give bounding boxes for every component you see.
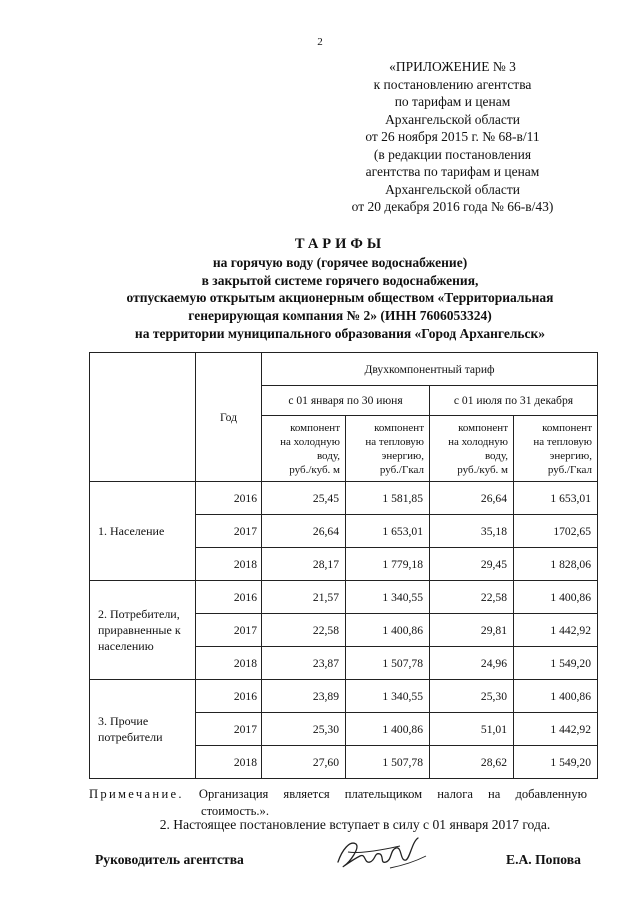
value-cell: 25,30 <box>430 680 514 713</box>
title-line: в закрытой системе горячего водоснабжения, <box>201 272 479 288</box>
year-cell: 2018 <box>196 746 262 779</box>
year-cell: 2018 <box>196 548 262 581</box>
period-header: с 01 января по 30 июня <box>262 386 430 416</box>
title-line: отпускаемую открытым акционерным обществом «Территориальная <box>126 290 554 306</box>
appendix-line: «ПРИЛОЖЕНИЕ № 3 <box>389 59 516 74</box>
table-row <box>90 581 598 614</box>
signature-image <box>330 832 430 880</box>
value-cell: 1 340,55 <box>346 581 430 614</box>
value-cell: 1 400,86 <box>514 680 598 713</box>
value-cell: 29,81 <box>430 614 514 647</box>
value-cell: 35,18 <box>430 515 514 548</box>
value-cell: 1 653,01 <box>514 482 598 515</box>
note-label: Примечание. <box>89 787 184 801</box>
value-cell: 51,01 <box>430 713 514 746</box>
tariff-table <box>89 352 598 779</box>
effective-date-paragraph: 2. Настоящее постановление вступает в силу с 01 января 2017 года. <box>159 817 551 832</box>
value-cell: 28,17 <box>262 548 346 581</box>
value-cell: 1 653,01 <box>346 515 430 548</box>
note-first-line <box>89 786 587 803</box>
appendix-line: от 20 декабря 2016 года № 66-в/43) <box>351 199 554 214</box>
group-label: 2. Потребители, приравненные к населению <box>90 581 196 680</box>
signer-name: Е.А. Попова <box>506 852 581 867</box>
appendix-line: Архангельской области <box>385 181 520 197</box>
year-header: Год <box>196 353 262 482</box>
value-cell: 1 549,20 <box>514 746 598 779</box>
signer-title: Руководитель агентства <box>95 852 244 867</box>
value-cell: 1 549,20 <box>514 647 598 680</box>
component-header: компонент на холодную воду, руб./куб. м <box>262 416 346 482</box>
value-cell: 1 779,18 <box>346 548 430 581</box>
title-line: на горячую воду (горячее водоснабжение) <box>212 254 468 270</box>
group-label: 3. Прочие потребители <box>90 680 196 779</box>
year-cell: 2017 <box>196 713 262 746</box>
table-row <box>90 482 598 515</box>
value-cell: 1 400,86 <box>346 614 430 647</box>
tariff-header: Двухкомпонентный тариф <box>262 353 598 386</box>
value-cell: 1 828,06 <box>514 548 598 581</box>
title-line: генерирующая компания № 2» (ИНН 7606053324) <box>188 308 492 324</box>
value-cell: 1 340,55 <box>346 680 430 713</box>
appendix-line: Архангельской области <box>385 111 520 127</box>
value-cell: 25,45 <box>262 482 346 515</box>
appendix-line: агентства по тарифам и ценам <box>365 164 540 179</box>
period-header: с 01 июля по 31 декабря <box>430 386 598 416</box>
note-continuation: стоимость.». <box>201 804 269 818</box>
value-cell: 22,58 <box>262 614 346 647</box>
value-cell: 23,87 <box>262 647 346 680</box>
value-cell: 1 581,85 <box>346 482 430 515</box>
value-cell: 21,57 <box>262 581 346 614</box>
value-cell: 1 400,86 <box>346 713 430 746</box>
appendix-header <box>330 58 575 216</box>
year-cell: 2016 <box>196 581 262 614</box>
value-cell: 1 442,92 <box>514 614 598 647</box>
year-cell: 2016 <box>196 680 262 713</box>
component-header: компонент на холодную воду, руб./куб. м <box>430 416 514 482</box>
year-cell: 2017 <box>196 515 262 548</box>
note-word: налога <box>437 787 473 801</box>
value-cell: 1 400,86 <box>514 581 598 614</box>
value-cell: 29,45 <box>430 548 514 581</box>
year-cell: 2018 <box>196 647 262 680</box>
value-cell: 1 507,78 <box>346 647 430 680</box>
component-header: компонент на тепловую энергию, руб./Гкал <box>346 416 430 482</box>
title-line: на территории муниципального образования «Город Архангельск» <box>134 325 546 341</box>
appendix-line: (в редакции постановления <box>373 146 532 162</box>
value-cell: 22,58 <box>430 581 514 614</box>
table-row <box>90 680 598 713</box>
group-label: 1. Население <box>90 482 196 581</box>
year-cell: 2016 <box>196 482 262 515</box>
note-word: является <box>283 787 330 801</box>
note-word: плательщиком <box>344 787 423 801</box>
note <box>89 786 587 820</box>
value-cell: 26,64 <box>262 515 346 548</box>
document-title <box>40 236 640 343</box>
page-number: 2 <box>317 36 323 48</box>
header-empty-cell <box>90 353 196 482</box>
value-cell: 1 442,92 <box>514 713 598 746</box>
appendix-line: к постановлению агентства <box>373 76 532 92</box>
note-word: добавленную <box>515 787 587 801</box>
value-cell: 28,62 <box>430 746 514 779</box>
header-row <box>90 353 598 386</box>
value-cell: 1702,65 <box>514 515 598 548</box>
value-cell: 25,30 <box>262 713 346 746</box>
value-cell: 27,60 <box>262 746 346 779</box>
value-cell: 24,96 <box>430 647 514 680</box>
note-word: на <box>488 787 501 801</box>
appendix-line: от 26 ноября 2015 г. № 68-в/11 <box>365 129 540 144</box>
value-cell: 1 507,78 <box>346 746 430 779</box>
note-word: Организация <box>198 787 269 801</box>
appendix-line: по тарифам и ценам <box>394 94 511 109</box>
value-cell: 23,89 <box>262 680 346 713</box>
title-heading: ТАРИФЫ <box>294 236 386 252</box>
value-cell: 26,64 <box>430 482 514 515</box>
component-header: компонент на тепловую энергию, руб./Гкал <box>514 416 598 482</box>
year-cell: 2017 <box>196 614 262 647</box>
